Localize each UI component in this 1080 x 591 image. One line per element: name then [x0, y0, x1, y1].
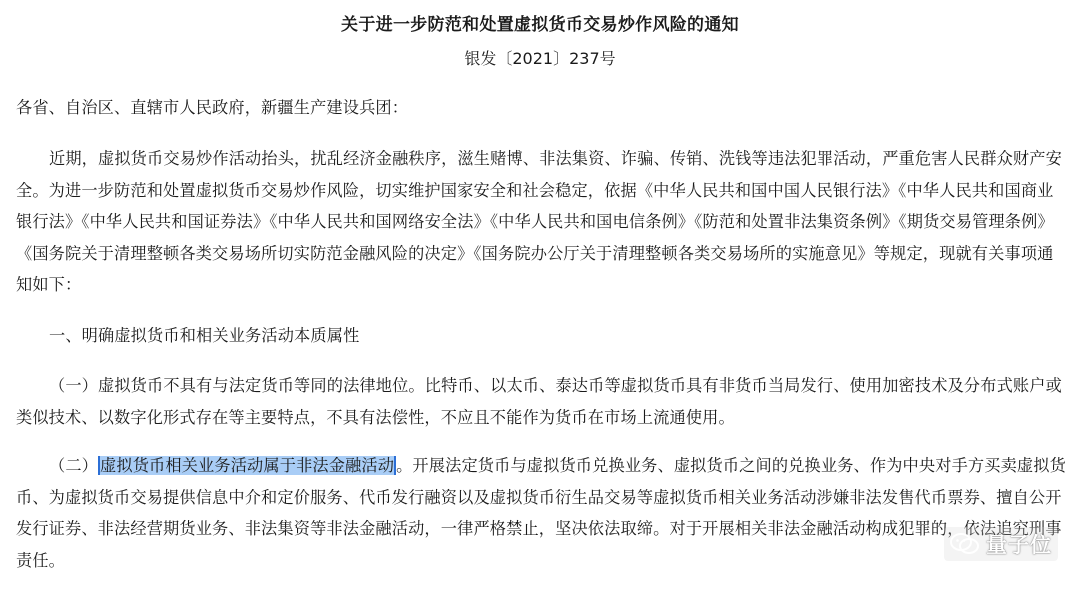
highlighted-selection[interactable]: 虚拟货币相关业务活动属于非法金融活动	[100, 456, 395, 475]
watermark	[944, 527, 1058, 561]
wechat-icon	[950, 532, 980, 556]
document-number: 银发〔2021〕237号	[464, 49, 616, 68]
watermark-text: 量子位	[986, 533, 1052, 557]
item-2-prefix: （二）	[49, 456, 99, 475]
item-2-body: 。开展法定货币与虚拟货币兑换业务、虚拟货币之间的兑换业务、作为中央对手方买卖虚拟货币、为虚拟货币交易提供信息中介和定价服务、代币发行融资以及虚拟货币衍生品交易等虚拟货币相关业务活动涉嫌非法发售代币票券、擅自公开发行证券、非法经营期货业务、非法集资等非法金融活动，一律严格禁止，坚决依法取缔。对于开展相关非法金融活动构成犯罪的，依法追究刑事责任。	[16, 456, 1066, 570]
paragraph-item-2	[16, 450, 1066, 576]
paragraph-intro: 近期，虚拟货币交易炒作活动抬头，扰乱经济金融秩序，滋生赌博、非法集资、诈骗、传销、洗钱等违法犯罪活动，严重危害人民群众财产安全。为进一步防范和处置虚拟货币交易炒作风险，切实维护国家安全和社会稳定，依据《中华人民共和国中国人民银行法》《中华人民共和国商业银行法》《中华人民共和国证券法》《中华人民共和国网络安全法》《中华人民共和国电信条例》《防范和处置非法集资条例》《期货交易管理条例》《国务院关于清理整顿各类交易场所切实防范金融风险的决定》《国务院办公厅关于清理整顿各类交易场所的实施意见》等规定，现就有关事项通知如下：	[16, 149, 1062, 294]
salutation: 各省、自治区、直辖市人民政府，新疆生产建设兵团：	[16, 98, 409, 117]
section-heading-1: 一、明确虚拟货币和相关业务活动本质属性	[49, 326, 360, 345]
paragraph-item-1: （一）虚拟货币不具有与法定货币等同的法律地位。比特币、以太币、泰达币等虚拟货币具有非货币当局发行、使用加密技术及分布式账户或类似技术、以数字化形式存在等主要特点，不具有法偿性，不应且不能作为货币在市场上流通使用。	[16, 376, 1062, 427]
document-title: 关于进一步防范和处置虚拟货币交易炒作风险的通知	[341, 15, 739, 35]
